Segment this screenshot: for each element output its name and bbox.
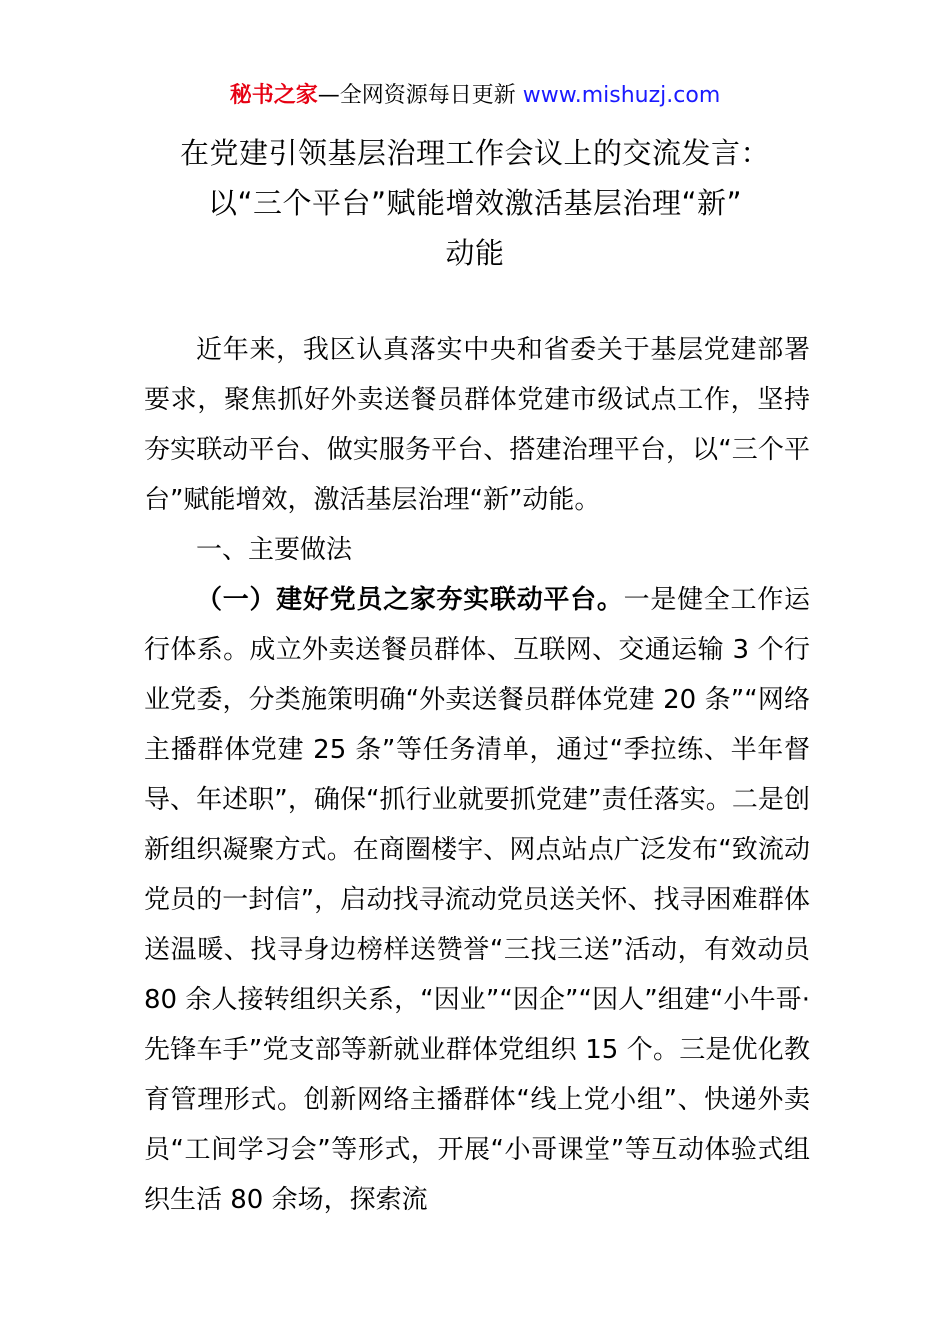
- intro-paragraph: 近年来，我区认真落实中央和省委关于基层党建部署要求，聚焦抓好外卖送餐员群体党建市级试点工作，坚持夯实联动平台、做实服务平台、搭建治理平台，以“三个平台”赋能增效，激活基层治理“新”动能。: [144, 335, 810, 515]
- site-header: [0, 80, 950, 112]
- body-paragraph: [144, 575, 810, 1225]
- document-body: [144, 325, 810, 1225]
- paragraph-text: 一是健全工作运行体系。成立外卖送餐员群体、互联网、交通运输 3 个行业党委，分类施策明确“外卖送餐员群体党建 20 条”“网络主播群体党建 25 条”等任务清单，通过“季拉练、半年督导、年述职”，确保“抓行业就要抓党建”责任落实。二是创新组织凝聚方式。在商圈楼宇、网点站点广泛发布“致流动党员的一封信”，启动找寻流动党员送关怀、找寻困难群体送温暖、找寻身边榜样送赞誉“三找三送”活动，有效动员 80 余人接转组织关系，“因业”“因企”“因人”组建“小牛哥·先锋车手”党支部等新就业群体党组织 15 个。三是优化教育管理形式。创新网络主播群体“线上党小组”、快递外卖员“工间学习会”等形式，开展“小哥课堂”等互动体验式组织生活 80 余场，探索流: [144, 585, 810, 1215]
- title-line-3: 动能: [445, 236, 505, 270]
- title-line-2: 以“三个平台”赋能增效激活基层治理“新”: [207, 186, 743, 220]
- section-heading: 一、主要做法: [196, 535, 353, 565]
- paragraph-lead: （一）建好党员之家夯实联动平台。: [196, 585, 624, 615]
- site-tagline: —全网资源每日更新: [317, 83, 523, 108]
- document-title: [100, 128, 850, 278]
- site-url[interactable]: www.mishuzj.com: [522, 83, 721, 108]
- site-brand: 秘书之家: [229, 83, 318, 108]
- title-line-1: 在党建引领基层治理工作会议上的交流发言：: [179, 136, 770, 170]
